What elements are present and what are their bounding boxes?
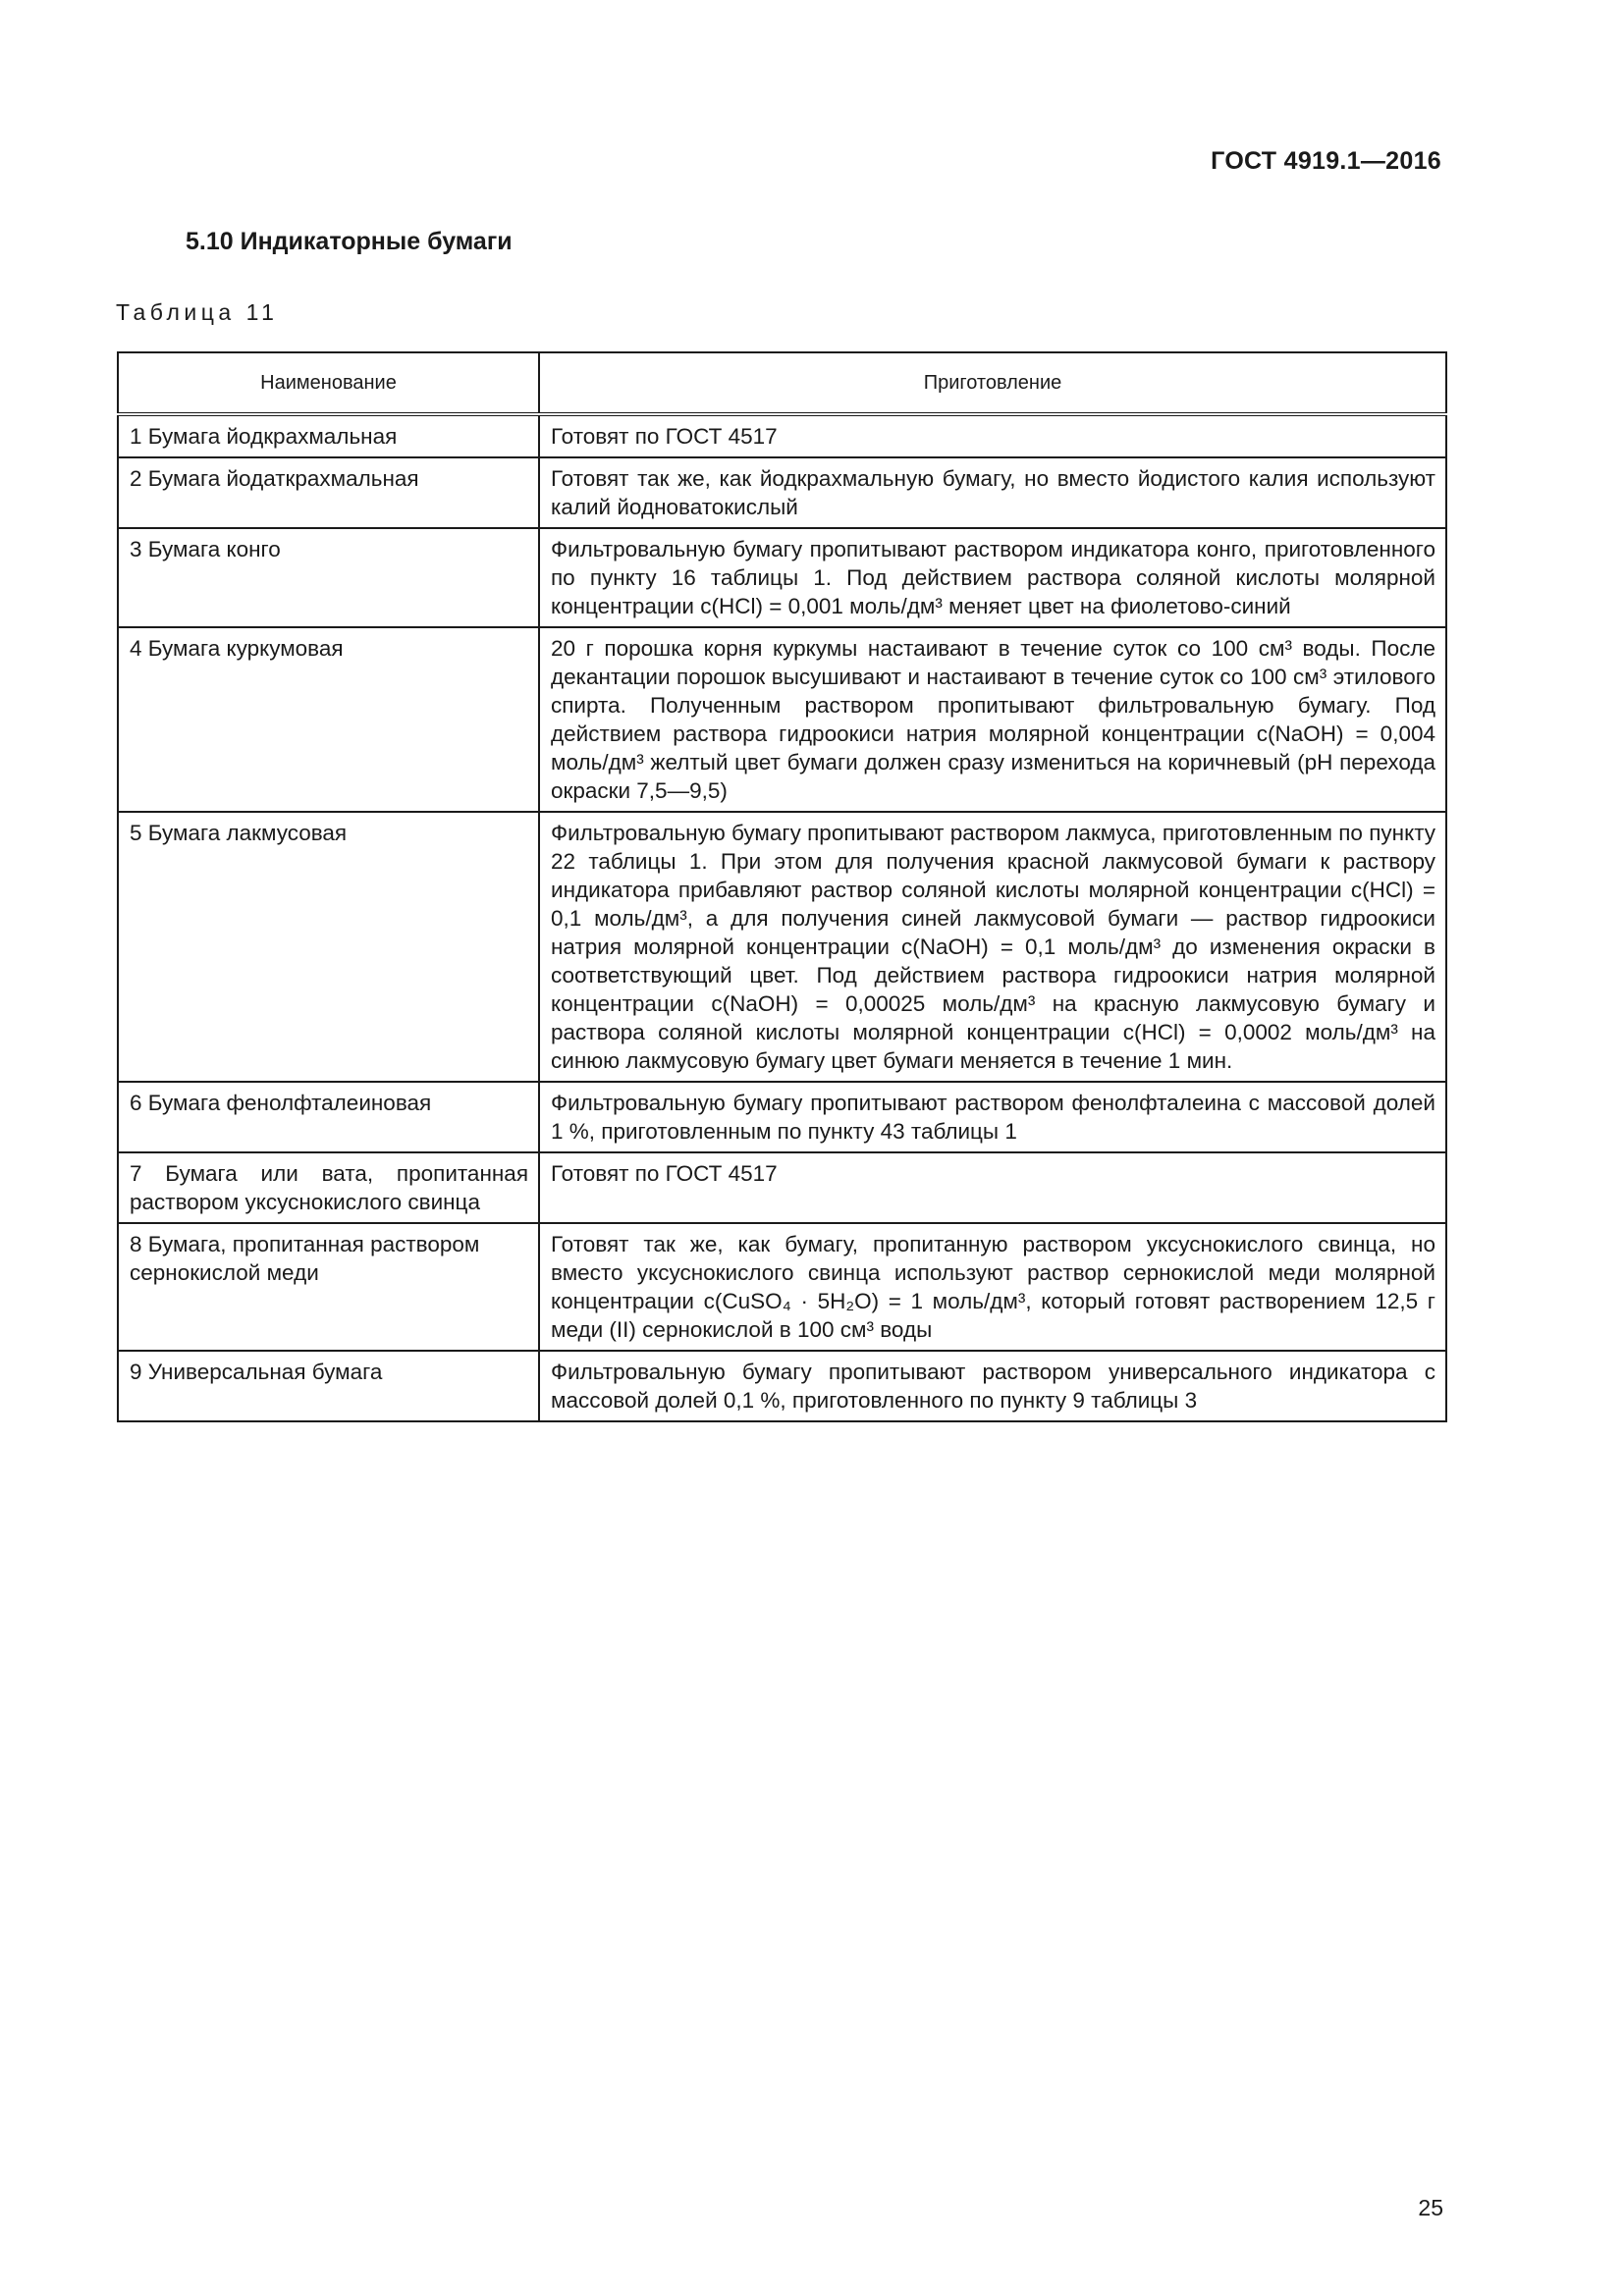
page-number: 25 [1418, 2195, 1443, 2220]
paper-name: 5 Бумага лакмусовая [118, 812, 539, 1082]
paper-name: 3 Бумага конго [118, 528, 539, 627]
preparation-text: 20 г порошка корня куркумы настаивают в течение суток со 100 см³ воды. После декантации порошок высушивают и настаивают в течение суток со 100 см³ этилового спирта. Полученным раствором пропитывают фильтровальную бумагу. Под действием раствора гидроокиси натрия молярной концентрации c(NaOH) = 0,004 моль/дм³ желтый цвет бумаги должен сразу измениться на коричневый (pH перехода окраски 7,5—9,5) [539, 627, 1446, 812]
table-row [118, 457, 1446, 528]
table-row [118, 1351, 1446, 1421]
paper-name: 4 Бумага куркумовая [118, 627, 539, 812]
column-header-name: Наименование [118, 352, 539, 414]
table-row [118, 627, 1446, 812]
preparation-text: Фильтровальную бумагу пропитывают раствором универсального индикатора с массовой долей 0,1 %, приготовленного по пункту 9 таблицы 3 [539, 1351, 1446, 1421]
table-label: Таблица 11 [116, 299, 279, 325]
preparation-text: Готовят так же, как йодкрахмальную бумагу, но вместо йодистого калия используют калий йодноватокислый [539, 457, 1446, 528]
table-row [118, 1082, 1446, 1152]
table-row [118, 528, 1446, 627]
paper-name: 6 Бумага фенолфталеиновая [118, 1082, 539, 1152]
table-row [118, 414, 1446, 457]
preparation-text: Готовят по ГОСТ 4517 [539, 414, 1446, 457]
preparation-text: Готовят так же, как бумагу, пропитанную раствором уксуснокислого свинца, но вместо уксуснокислого свинца используют раствор сернокислой меди молярной концентрации c(CuSO₄ · 5H₂O) = 1 моль/дм³, который готовят растворением 12,5 г меди (II) сернокислой в 100 см³ воды [539, 1223, 1446, 1351]
paper-name: 8 Бумага, пропитанная раствором сернокислой меди [118, 1223, 539, 1351]
paper-name: 7 Бумага или вата, пропитанная раствором уксуснокислого свинца [118, 1152, 539, 1223]
preparation-text: Фильтровальную бумагу пропитывают раствором лакмуса, приготовленным по пункту 22 таблицы 1. При этом для получения красной лакмусовой бумаги к раствору индикатора прибавляют раствор соляной кислоты молярной концентрации c(HCl) = 0,1 моль/дм³, а для получения синей лакмусовой бумаги — раствор гидроокиси натрия молярной концентрации c(NaOH) = 0,1 моль/дм³ до изменения окраски в соответствующий цвет. Под действием раствора гидроокиси натрия молярной концентрации c(NaOH) = 0,00025 моль/дм³ на красную лакмусовую бумагу и раствора соляной кислоты молярной концентрации c(HCl) = 0,0002 моль/дм³ на синюю лакмусовую бумагу цвет бумаги меняется в течение 1 мин. [539, 812, 1446, 1082]
table-row [118, 812, 1446, 1082]
column-header-preparation: Приготовление [539, 352, 1446, 414]
section-title: 5.10 Индикаторные бумаги [186, 228, 513, 255]
paper-name: 1 Бумага йодкрахмальная [118, 414, 539, 457]
preparation-text: Фильтровальную бумагу пропитывают раствором индикатора конго, приготовленного по пункту 16 таблицы 1. Под действием раствора соляной кислоты молярной концентрации c(HCl) = 0,001 моль/дм³ меняет цвет на фиолетово-синий [539, 528, 1446, 627]
table-row [118, 1152, 1446, 1223]
paper-name: 2 Бумага йодаткрахмальная [118, 457, 539, 528]
table-row [118, 1223, 1446, 1351]
indicator-papers-table [117, 351, 1447, 1422]
document-code: ГОСТ 4919.1—2016 [1211, 147, 1441, 175]
preparation-text: Фильтровальную бумагу пропитывают раствором фенолфталеина с массовой долей 1 %, приготовленным по пункту 43 таблицы 1 [539, 1082, 1446, 1152]
table-header-row [118, 352, 1446, 414]
preparation-text: Готовят по ГОСТ 4517 [539, 1152, 1446, 1223]
paper-name: 9 Универсальная бумага [118, 1351, 539, 1421]
